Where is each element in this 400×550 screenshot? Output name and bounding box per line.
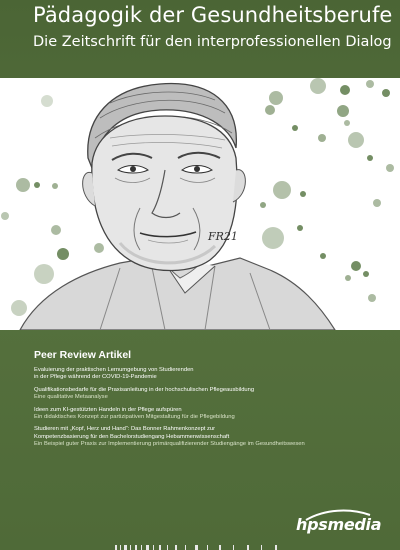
article-title-line: in der Pflege während der COVID-19-Pandemie	[34, 374, 157, 381]
article-subtitle: Ein didaktisches Konzept zur partizipativen Mitgestaltung für die Pflegebildung	[34, 414, 235, 421]
portrait-drawing	[0, 78, 400, 330]
artist-signature: FR21	[208, 230, 238, 243]
article-subtitle: Ein Beispiel guter Praxis zur Implementierung primärqualifizierender Studiengänge im Gesundheitswesen	[34, 441, 305, 448]
journal-title: Pädagogik der Gesundheitsberufe	[33, 3, 393, 27]
article-item[interactable]	[34, 367, 384, 382]
cover-header	[0, 0, 400, 78]
article-title-line: Kompetenzbasierung für den Bachelorstudiengang Hebammenwissenschaft	[34, 433, 230, 440]
section-heading: Peer Review Artikel	[34, 349, 132, 361]
article-item[interactable]	[34, 387, 384, 402]
article-title-line: Qualifikationsbedarfe für die Praxisanleitung in der hochschulischen Pflegeausbildung	[34, 386, 255, 393]
peer-review-section	[34, 349, 384, 454]
article-title-line: Ideen zum KI-gestützten Handeln in der Pflege aufspüren	[34, 406, 182, 413]
article-subtitle: Eine qualitative Metaanalyse	[34, 394, 108, 401]
article-title-line: Evaluierung der praktischen Lernumgebung von Studierenden	[34, 367, 194, 373]
article-title-line: Studieren mit „Kopf, Herz und Hand“: Das Bonner Rahmenkonzept zur	[34, 426, 216, 433]
barcode-strip	[115, 545, 285, 550]
article-item[interactable]	[34, 407, 384, 422]
publisher-logo[interactable]: hpsmedia	[296, 515, 382, 534]
journal-subtitle: Die Zeitschrift für den interprofessionellen Dialog	[33, 34, 392, 50]
cover-portrait-illustration	[0, 78, 400, 330]
article-item[interactable]	[34, 426, 384, 448]
